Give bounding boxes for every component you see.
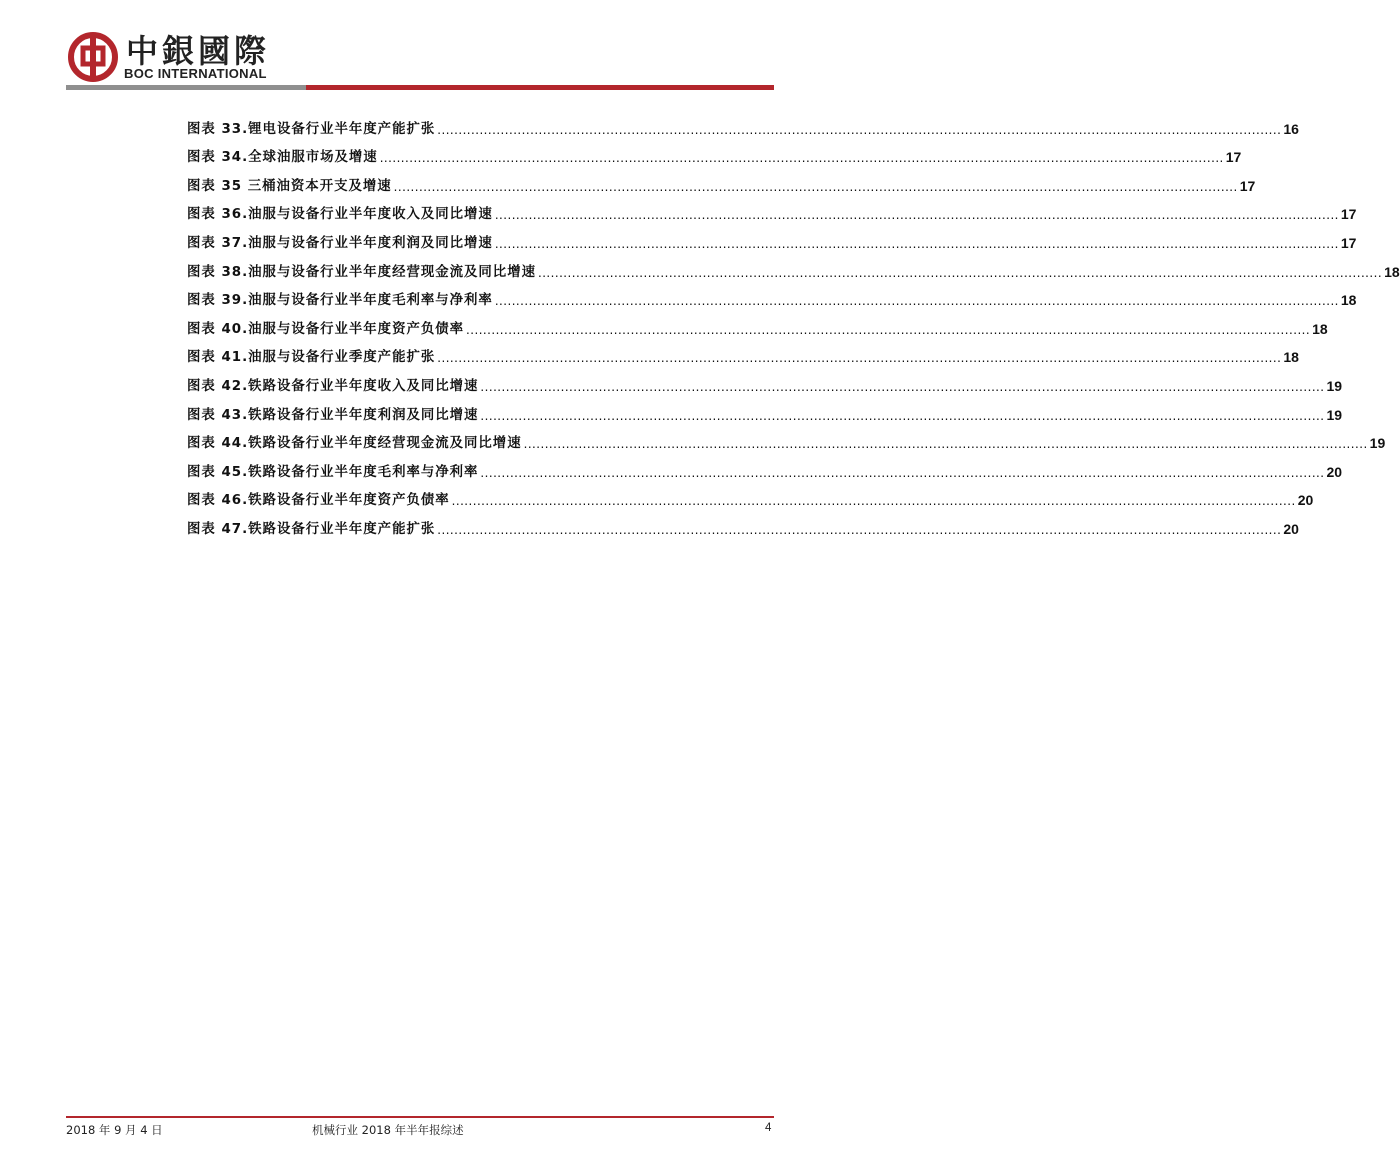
logo-english-name: BOC INTERNATIONAL [124,66,267,81]
toc-entry-page: 20 [1297,492,1314,509]
toc-entry-page: 17 [1340,234,1357,251]
toc-dot-leader: ........................................................................................................................................................................................................ [437,521,1282,537]
footer-date: 2018 年 9 月 4 日 [66,1123,163,1137]
toc-entry-page: 18 [1312,320,1328,337]
toc-entry-title: 图表 39.油服与设备行业半年度毛利率与净利率 [187,293,493,309]
toc-dot-leader: ........................................................................................................................................................................................................ [466,321,1311,337]
footer-rule [66,1116,774,1118]
toc-entry-page: 20 [1326,463,1343,480]
toc-entry-title: 图表 33.锂电设备行业半年度产能扩张 [187,121,436,137]
toc-entry[interactable] [187,480,1314,509]
toc-entry-title: 图表 43.铁路设备行业半年度利润及同比增速 [187,407,479,423]
table-of-figures [187,108,1400,537]
toc-entry-page: 18 [1283,349,1299,366]
footer-report-title: 机械行业 2018 年半年报综述 [312,1123,464,1137]
toc-entry-page: 18 [1340,292,1357,309]
toc-entry[interactable] [187,508,1299,537]
toc-entry-title: 图表 36.油服与设备行业半年度收入及同比增速 [187,207,493,223]
toc-dot-leader: ........................................................................................................................................................................................................ [393,178,1238,194]
toc-entry-page: 17 [1239,177,1256,194]
boc-logo-icon [68,32,118,82]
toc-entry[interactable] [187,194,1357,223]
page-number: 4 [765,1122,772,1134]
toc-entry[interactable] [187,108,1299,137]
toc-entry[interactable] [187,222,1357,251]
toc-entry-page: 17 [1225,149,1242,166]
toc-entry-title: 图表 37.油服与设备行业半年度利润及同比增速 [187,235,493,251]
toc-dot-leader: ........................................................................................................................................................................................................ [437,350,1282,366]
toc-entry-title: 图表 46.铁路设备行业半年度资产负债率 [187,493,450,509]
header-rule-gray [66,85,306,90]
page-header [0,0,827,95]
toc-entry-page: 17 [1340,206,1357,223]
toc-entry-page: 19 [1326,377,1343,394]
toc-dot-leader: ........................................................................................................................................................................................................ [494,207,1339,223]
toc-entry-title: 图表 45.铁路设备行业半年度毛利率与净利率 [187,464,479,480]
toc-dot-leader: ........................................................................................................................................................................................................ [437,121,1282,137]
toc-entry-title: 图表 41.油服与设备行业季度产能扩张 [187,350,436,366]
toc-entry[interactable] [187,337,1299,366]
toc-entry-title: 图表 44.铁路设备行业半年度经营现金流及同比增速 [187,436,522,452]
toc-dot-leader: ........................................................................................................................................................................................................ [494,293,1339,309]
toc-dot-leader: ........................................................................................................................................................................................................ [480,464,1325,480]
toc-entry-title: 图表 42.铁路设备行业半年度收入及同比增速 [187,378,479,394]
toc-entry-page: 20 [1283,520,1299,537]
toc-dot-leader: ........................................................................................................................................................................................................ [480,378,1325,394]
toc-entry[interactable] [187,137,1242,166]
toc-entry-page: 19 [1326,406,1343,423]
toc-entry-page: 18 [1384,263,1400,280]
toc-entry-title: 图表 47.铁路设备行业半年度产能扩张 [187,521,436,537]
toc-entry-title: 图表 40.油服与设备行业半年度资产负债率 [187,321,465,337]
toc-dot-leader: ........................................................................................................................................................................................................ [451,493,1296,509]
toc-entry[interactable] [187,308,1328,337]
toc-entry-page: 16 [1283,120,1299,137]
toc-entry[interactable] [187,451,1343,480]
toc-entry[interactable] [187,423,1386,452]
toc-entry[interactable] [187,165,1256,194]
toc-dot-leader: ........................................................................................................................................................................................................ [537,264,1383,280]
toc-entry-title: 图表 38.油服与设备行业半年度经营现金流及同比增速 [187,264,536,280]
toc-dot-leader: ........................................................................................................................................................................................................ [523,436,1368,452]
toc-entry-title: 图表 35 三桶油资本开支及增速 [187,178,392,194]
toc-entry[interactable] [187,394,1343,423]
logo-chinese-name: 中銀國際 [126,32,271,70]
toc-entry-title: 图表 34.全球油服市场及增速 [187,150,378,166]
toc-entry-page: 19 [1369,435,1386,452]
toc-entry[interactable] [187,365,1343,394]
toc-entry[interactable] [187,251,1400,280]
toc-dot-leader: ........................................................................................................................................................................................................ [494,235,1339,251]
toc-entry[interactable] [187,280,1357,309]
toc-dot-leader: ........................................................................................................................................................................................................ [480,407,1325,423]
toc-dot-leader: ........................................................................................................................................................................................................ [379,150,1224,166]
header-rule-red [306,85,774,90]
